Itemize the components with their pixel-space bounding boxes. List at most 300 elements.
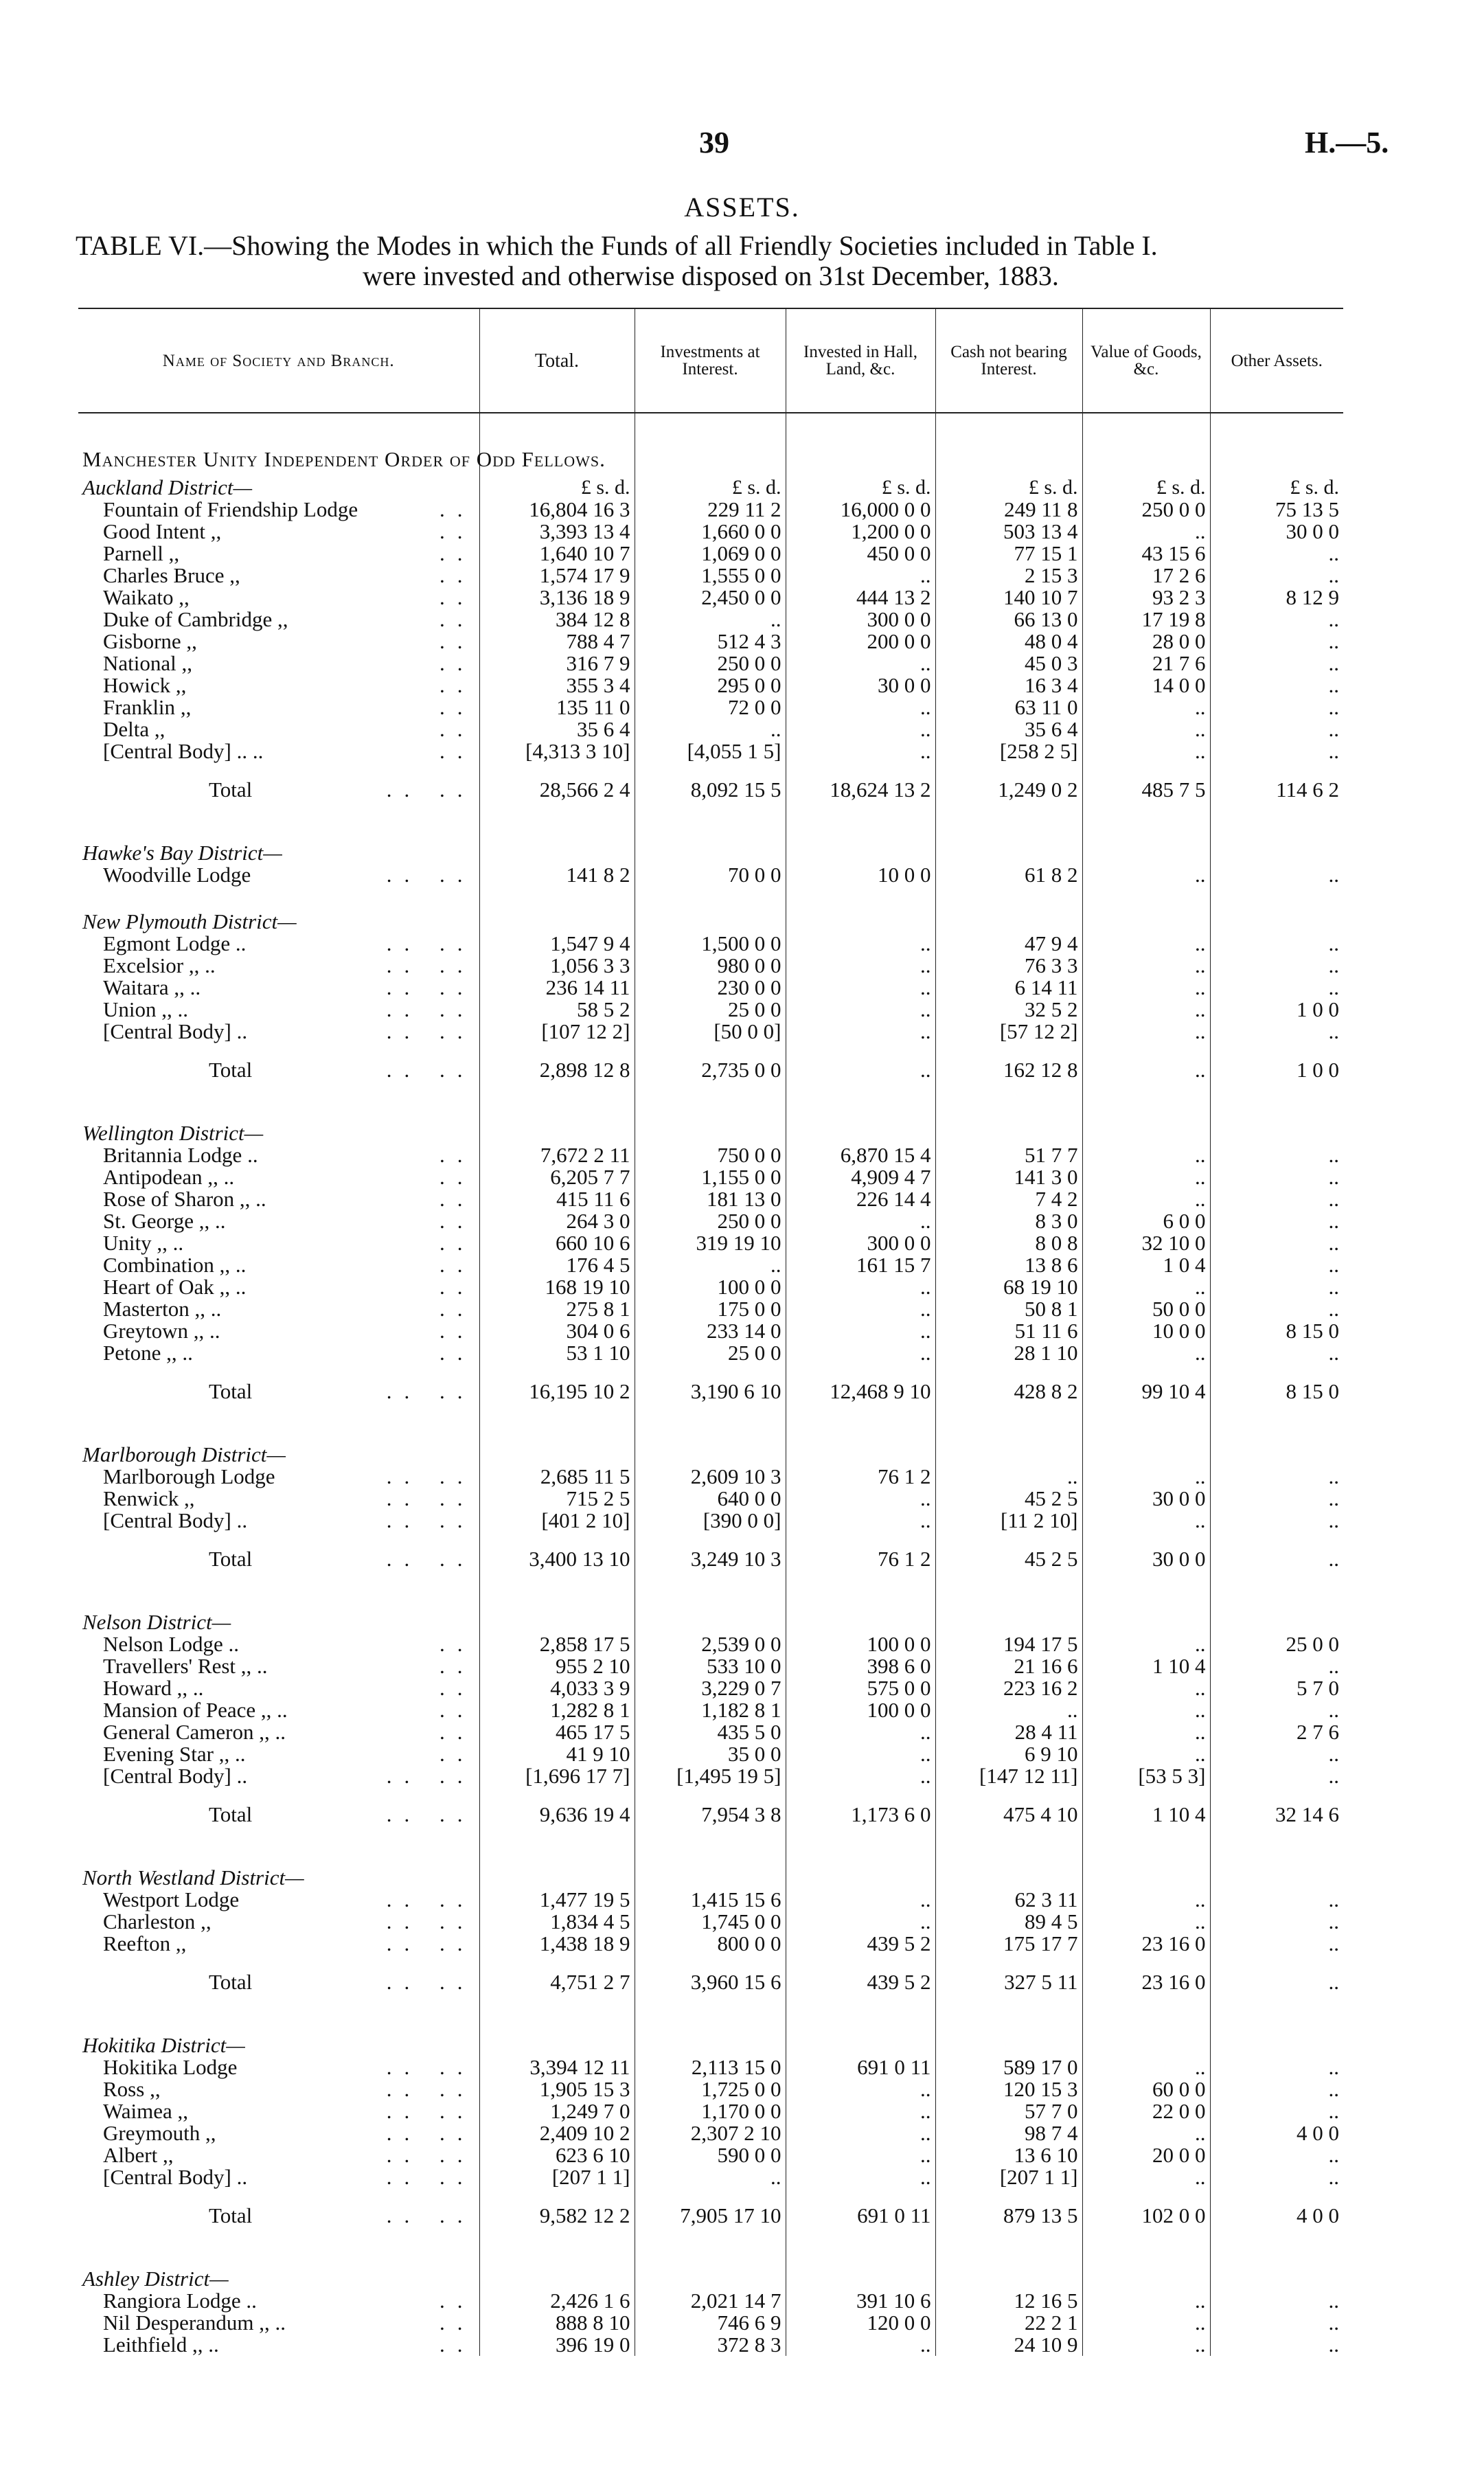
table-row — [78, 718, 1343, 740]
amount-cell: 4,909 4 7 — [786, 1166, 935, 1188]
amount-cell: .. — [1210, 1342, 1343, 1364]
amount-cell: .. — [1210, 543, 1343, 565]
amount-cell: 3,393 13 4 — [479, 521, 635, 543]
amount-cell: 623 6 10 — [479, 2144, 635, 2166]
empty-cell — [935, 817, 1082, 864]
total-amount: 439 5 2 — [786, 1955, 935, 2010]
leader-dots: .. — [440, 1654, 475, 1678]
empty-cell — [786, 2010, 935, 2056]
empty-cell — [1210, 2243, 1343, 2290]
amount-cell: 7 4 2 — [935, 1188, 1082, 1210]
empty-cell — [786, 886, 935, 933]
lodge-name-cell — [78, 543, 479, 565]
amount-cell: 48 0 4 — [935, 631, 1082, 652]
amount-cell: .. — [1210, 1232, 1343, 1254]
amount-cell: 1 10 4 — [1082, 1655, 1210, 1677]
total-amount: 8,092 15 5 — [635, 762, 786, 817]
leader-dots: .. .. — [386, 1931, 475, 1955]
lodge-name-cell — [78, 2122, 479, 2144]
amount-cell: .. — [1210, 1188, 1343, 1210]
total-amount: .. — [1082, 1043, 1210, 1098]
amount-cell: [1,696 17 7] — [479, 1765, 635, 1787]
leader-dots: .. .. — [386, 1547, 475, 1571]
currency-units: £ s. d. — [1082, 470, 1210, 499]
amount-cell: 53 1 10 — [479, 1342, 635, 1364]
amount-cell: 3,394 12 11 — [479, 2056, 635, 2078]
amount-cell: .. — [1210, 674, 1343, 696]
leader-dots: .. .. — [386, 975, 475, 999]
district-total-row — [78, 1955, 1343, 2010]
amount-cell: 8 15 0 — [1210, 1320, 1343, 1342]
leader-dots: .. — [440, 1319, 475, 1343]
table-row — [78, 1488, 1343, 1510]
ditto-mark: ,, .. — [198, 1209, 226, 1233]
lodge-name: Waimea — [103, 2099, 172, 2123]
table-row — [78, 1765, 1343, 1787]
district-name: Wellington District— — [82, 1121, 264, 1145]
amount-cell: 25 0 0 — [635, 1342, 786, 1364]
amount-cell: 275 8 1 — [479, 1298, 635, 1320]
amount-cell: 63 11 0 — [935, 696, 1082, 718]
empty-cell — [935, 1098, 1082, 1144]
document-reference: H.—5. — [1305, 126, 1389, 159]
lodge-name-cell — [78, 1677, 479, 1699]
lodge-name-cell — [78, 631, 479, 652]
amount-cell: 6 0 0 — [1082, 1210, 1210, 1232]
lodge-name: Leithfield — [103, 2333, 187, 2357]
lodge-name: [Central Body] .. — [103, 1019, 248, 1043]
table-row — [78, 740, 1343, 762]
total-amount: 1,173 6 0 — [786, 1787, 935, 1842]
total-amount: 12,468 9 10 — [786, 1364, 935, 1419]
amount-cell: 58 5 2 — [479, 999, 635, 1021]
lodge-name: Petone — [103, 1341, 161, 1365]
total-amount: 32 14 6 — [1210, 1787, 1343, 1842]
total-amount: 9,582 12 2 — [479, 2188, 635, 2243]
amount-cell: .. — [1210, 2166, 1343, 2188]
total-label: Total — [209, 1547, 253, 1571]
amount-cell: 236 14 11 — [479, 977, 635, 999]
lodge-name-cell — [78, 933, 479, 955]
ditto-mark: ,, .. — [219, 1253, 247, 1277]
leader-dots: .. .. — [386, 2203, 475, 2227]
district-name: Marlborough District— — [82, 1442, 286, 1466]
leader-dots: .. .. — [386, 1019, 475, 1043]
amount-cell: 1,547 9 4 — [479, 933, 635, 955]
lodge-name-cell — [78, 1889, 479, 1911]
amount-cell: .. — [1082, 1466, 1210, 1488]
empty-cell — [479, 1842, 635, 1889]
leader-dots: .. — [440, 2311, 475, 2335]
lodge-name-cell — [78, 1933, 479, 1955]
currency-units: £ s. d. — [635, 470, 786, 499]
amount-cell: 465 17 5 — [479, 1721, 635, 1743]
lodge-name-cell — [78, 999, 479, 1021]
amount-cell: .. — [1210, 2290, 1343, 2312]
table-row — [78, 1889, 1343, 1911]
leader-dots: .. .. — [386, 778, 475, 802]
ditto-mark: ,, .. — [260, 1698, 288, 1722]
ditto-mark: ,, .. — [188, 953, 216, 977]
column-header-hall-land: Invested in Hall, Land, &c. — [786, 308, 935, 413]
ditto-mark: ,, — [210, 519, 222, 543]
district-heading-row — [78, 1842, 1343, 1889]
ditto-mark: ,, — [175, 673, 187, 697]
amount-cell: 2,021 14 7 — [635, 2290, 786, 2312]
currency-units: £ s. d. — [479, 470, 635, 499]
lodge-name-cell — [78, 1320, 479, 1342]
amount-cell: [401 2 10] — [479, 1510, 635, 1532]
amount-cell: [50 0 0] — [635, 1021, 786, 1043]
total-amount: 3,960 15 6 — [635, 1955, 786, 2010]
empty-cell — [635, 1587, 786, 1633]
leader-dots: .. — [440, 673, 475, 697]
table-row — [78, 1677, 1343, 1699]
amount-cell: 17 19 8 — [1082, 609, 1210, 631]
lodge-name: Ross — [103, 2077, 145, 2101]
ditto-mark: .. — [247, 1143, 258, 1167]
lodge-name: Duke of Cambridge — [103, 607, 273, 631]
total-amount: 2,898 12 8 — [479, 1043, 635, 1098]
lodge-name: Delta — [103, 717, 150, 741]
empty-cell — [635, 886, 786, 933]
amount-cell: 1 0 4 — [1082, 1254, 1210, 1276]
amount-cell: 2,450 0 0 — [635, 587, 786, 609]
caption-line-1: TABLE VI.—Showing the Modes in which the Funds of all Friendly Societies included in Table I. — [76, 230, 1158, 261]
amount-cell: .. — [1082, 1677, 1210, 1699]
empty-cell — [1210, 1842, 1343, 1889]
total-amount: 475 4 10 — [935, 1787, 1082, 1842]
amount-cell: 28 0 0 — [1082, 631, 1210, 652]
amount-cell: 372 8 3 — [635, 2334, 786, 2356]
column-header-cash: Cash not bearing Interest. — [935, 308, 1082, 413]
lodge-name: Travellers' Rest — [103, 1654, 236, 1678]
total-amount: 45 2 5 — [935, 1532, 1082, 1587]
leader-dots: .. — [440, 497, 475, 521]
table-row — [78, 696, 1343, 718]
lodge-name: Heart of Oak — [103, 1275, 214, 1299]
leader-dots: .. — [440, 739, 475, 763]
district-total-row — [78, 1532, 1343, 1587]
amount-cell: 6 14 11 — [935, 977, 1082, 999]
lodge-name: Antipodean — [103, 1165, 203, 1189]
lodge-name-cell — [78, 2334, 479, 2356]
amount-cell: 980 0 0 — [635, 955, 786, 977]
total-amount: 485 7 5 — [1082, 762, 1210, 817]
lodge-name-cell — [78, 1633, 479, 1655]
amount-cell: .. — [1210, 1889, 1343, 1911]
leader-dots: .. — [440, 1231, 475, 1255]
amount-cell: 2,539 0 0 — [635, 1633, 786, 1655]
table-row — [78, 1276, 1343, 1298]
amount-cell: 590 0 0 — [635, 2144, 786, 2166]
empty-cell — [935, 2243, 1082, 2290]
amount-cell: 28 1 10 — [935, 1342, 1082, 1364]
leader-dots: .. .. — [386, 1486, 475, 1510]
amount-cell: .. — [1210, 2312, 1343, 2334]
total-label-cell — [78, 1787, 479, 1842]
lodge-name-cell — [78, 1510, 479, 1532]
amount-cell: .. — [786, 1743, 935, 1765]
table-row — [78, 1188, 1343, 1210]
currency-units: £ s. d. — [1210, 470, 1343, 499]
table-row — [78, 977, 1343, 999]
district-heading-row — [78, 1419, 1343, 1466]
amount-cell: 888 8 10 — [479, 2312, 635, 2334]
amount-cell: .. — [786, 1298, 935, 1320]
amount-cell: .. — [1082, 740, 1210, 762]
amount-cell: .. — [1210, 2334, 1343, 2356]
leader-dots: .. .. — [386, 1802, 475, 1826]
lodge-name-cell — [78, 2166, 479, 2188]
lodge-name-cell — [78, 696, 479, 718]
lodge-name-cell — [78, 1743, 479, 1765]
empty-cell — [635, 2243, 786, 2290]
amount-cell: 168 19 10 — [479, 1276, 635, 1298]
total-label: Total — [209, 2203, 253, 2227]
amount-cell: .. — [786, 2334, 935, 2356]
amount-cell: [53 5 3] — [1082, 1765, 1210, 1787]
total-label-cell — [78, 762, 479, 817]
amount-cell: 22 2 1 — [935, 2312, 1082, 2334]
leader-dots: .. — [440, 1297, 475, 1321]
amount-cell: .. — [635, 2166, 786, 2188]
empty-cell — [1210, 413, 1343, 470]
amount-cell: .. — [1210, 2100, 1343, 2122]
total-amount: 28,566 2 4 — [479, 762, 635, 817]
total-amount: 30 0 0 — [1082, 1532, 1210, 1587]
leader-dots: .. — [440, 1275, 475, 1299]
amount-cell: .. — [1082, 2312, 1210, 2334]
amount-cell: 16 3 4 — [935, 674, 1082, 696]
ditto-mark: .. — [246, 2289, 257, 2313]
empty-cell — [1082, 817, 1210, 864]
amount-cell: 175 17 7 — [935, 1933, 1082, 1955]
empty-cell — [1082, 1587, 1210, 1633]
lodge-name-cell — [78, 718, 479, 740]
total-label-cell — [78, 1532, 479, 1587]
total-amount: 102 0 0 — [1082, 2188, 1210, 2243]
total-amount: .. — [1210, 1955, 1343, 2010]
total-amount: 7,905 17 10 — [635, 2188, 786, 2243]
currency-units: £ s. d. — [935, 470, 1082, 499]
total-label: Total — [209, 1379, 253, 1403]
leader-dots: .. .. — [386, 953, 475, 977]
total-label-cell — [78, 2188, 479, 2243]
lodge-name: Franklin — [103, 695, 176, 719]
ditto-mark: ,, — [168, 541, 180, 565]
amount-cell: 51 7 7 — [935, 1144, 1082, 1166]
ditto-mark: ,, .. — [194, 1297, 222, 1321]
leader-dots: .. .. — [386, 1058, 475, 1082]
leader-dots: .. .. — [386, 1764, 475, 1788]
amount-cell: 575 0 0 — [786, 1677, 935, 1699]
assets-table — [78, 308, 1343, 2356]
amount-cell: 24 10 9 — [935, 2334, 1082, 2356]
amount-cell: .. — [786, 718, 935, 740]
empty-cell — [935, 2010, 1082, 2056]
amount-cell: [11 2 10] — [935, 1510, 1082, 1532]
amount-cell: 30 0 0 — [1210, 521, 1343, 543]
amount-cell: 32 10 0 — [1082, 1232, 1210, 1254]
empty-cell — [1082, 413, 1210, 470]
amount-cell: .. — [1210, 565, 1343, 587]
lodge-name-cell — [78, 587, 479, 609]
amount-cell: .. — [1082, 2290, 1210, 2312]
lodge-name: Nil Desperandum — [103, 2311, 254, 2335]
empty-cell — [1210, 2010, 1343, 2056]
amount-cell: .. — [786, 696, 935, 718]
lodge-name: Fountain of Friendship Lodge — [103, 497, 358, 521]
lodge-name-cell — [78, 1655, 479, 1677]
lodge-name-cell — [78, 1699, 479, 1721]
table-row — [78, 2100, 1343, 2122]
lodge-name: Britannia Lodge — [103, 1143, 242, 1167]
district-total-row — [78, 1364, 1343, 1419]
leader-dots: .. — [440, 2289, 475, 2313]
amount-cell: 250 0 0 — [635, 652, 786, 674]
amount-cell: [147 12 11] — [935, 1765, 1082, 1787]
amount-cell: 8 12 9 — [1210, 587, 1343, 609]
empty-cell — [635, 1098, 786, 1144]
currency-units: £ s. d. — [786, 470, 935, 499]
amount-cell: 1,200 0 0 — [786, 521, 935, 543]
amount-cell: 61 8 2 — [935, 864, 1082, 886]
amount-cell: 51 11 6 — [935, 1320, 1082, 1342]
district-heading-row — [78, 817, 1343, 864]
district-heading-row — [78, 886, 1343, 933]
amount-cell: .. — [1082, 1342, 1210, 1364]
lodge-name-cell — [78, 2312, 479, 2334]
lodge-name-cell — [78, 1166, 479, 1188]
lodge-name: General Cameron — [103, 1720, 254, 1744]
amount-cell: 355 3 4 — [479, 674, 635, 696]
ditto-mark: .. — [228, 1632, 240, 1656]
amount-cell: 70 0 0 — [635, 864, 786, 886]
leader-dots: .. — [440, 1698, 475, 1722]
district-name: Nelson District— — [82, 1610, 231, 1634]
amount-cell: .. — [1210, 2144, 1343, 2166]
amount-cell: 589 17 0 — [935, 2056, 1082, 2078]
total-amount: .. — [1210, 1532, 1343, 1587]
ditto-mark: ,, .. — [176, 1676, 204, 1700]
amount-cell: .. — [635, 1254, 786, 1276]
amount-cell: 2,409 10 2 — [479, 2122, 635, 2144]
lodge-name: Combination — [103, 1253, 214, 1277]
empty-cell — [635, 817, 786, 864]
lodge-name: Marlborough Lodge — [103, 1464, 275, 1488]
leader-dots: .. — [440, 1341, 475, 1365]
total-amount: 162 12 8 — [935, 1043, 1082, 1098]
lodge-name-cell — [78, 2056, 479, 2078]
lodge-name: Greytown — [103, 1319, 188, 1343]
leader-dots: .. .. — [386, 1464, 475, 1488]
table-row — [78, 1911, 1343, 1933]
total-amount: .. — [786, 1043, 935, 1098]
amount-cell: 295 0 0 — [635, 674, 786, 696]
amount-cell: [107 12 2] — [479, 1021, 635, 1043]
amount-cell: 25 0 0 — [635, 999, 786, 1021]
table-row — [78, 674, 1343, 696]
amount-cell: .. — [1210, 1210, 1343, 1232]
leader-dots: .. .. — [386, 2077, 475, 2101]
lodge-name: Charles Bruce — [103, 563, 225, 587]
column-header-investments: Investments at Interest. — [635, 308, 786, 413]
amount-cell: 6 9 10 — [935, 1743, 1082, 1765]
empty-cell — [786, 1419, 935, 1466]
amount-cell: 233 14 0 — [635, 1320, 786, 1342]
amount-cell: 3,136 18 9 — [479, 587, 635, 609]
ditto-mark: ,, .. — [193, 1319, 220, 1343]
amount-cell: .. — [1082, 1743, 1210, 1765]
amount-cell: 249 11 8 — [935, 499, 1082, 521]
amount-cell: 4,033 3 9 — [479, 1677, 635, 1699]
amount-cell: .. — [1082, 864, 1210, 886]
amount-cell: 691 0 11 — [786, 2056, 935, 2078]
table-row — [78, 1743, 1343, 1765]
leader-dots: .. — [440, 607, 475, 631]
amount-cell: 1,170 0 0 — [635, 2100, 786, 2122]
lodge-name: Waitara — [103, 975, 169, 999]
ditto-mark: ,, .. — [174, 975, 201, 999]
amount-cell: 75 13 5 — [1210, 499, 1343, 521]
empty-cell — [786, 1842, 935, 1889]
amount-cell: .. — [1210, 1144, 1343, 1166]
table-row — [78, 1655, 1343, 1677]
empty-cell — [479, 1587, 635, 1633]
amount-cell: .. — [1210, 977, 1343, 999]
amount-cell: .. — [1210, 2056, 1343, 2078]
table-row — [78, 2078, 1343, 2100]
amount-cell: 788 4 7 — [479, 631, 635, 652]
empty-cell — [1082, 2243, 1210, 2290]
district-total-row — [78, 762, 1343, 817]
lodge-name-cell — [78, 1488, 479, 1510]
amount-cell: 45 2 5 — [935, 1488, 1082, 1510]
amount-cell: 444 13 2 — [786, 587, 935, 609]
total-label: Total — [209, 1970, 253, 1994]
amount-cell: 1,182 8 1 — [635, 1699, 786, 1721]
table-row — [78, 565, 1343, 587]
total-amount: 691 0 11 — [786, 2188, 935, 2243]
empty-cell — [1210, 1587, 1343, 1633]
leader-dots: .. — [440, 519, 475, 543]
amount-cell: 1,574 17 9 — [479, 565, 635, 587]
amount-cell: 300 0 0 — [786, 1232, 935, 1254]
amount-cell: .. — [1082, 977, 1210, 999]
leader-dots: .. .. — [386, 1909, 475, 1933]
amount-cell: [4,055 1 5] — [635, 740, 786, 762]
ditto-mark: ,, .. — [259, 1720, 286, 1744]
lodge-name-cell — [78, 2078, 479, 2100]
lodge-name: Howard — [103, 1676, 172, 1700]
lodge-name: Excelsior — [103, 953, 184, 977]
table-row — [78, 499, 1343, 521]
lodge-name-cell — [78, 1911, 479, 1933]
amount-cell: .. — [1082, 2334, 1210, 2356]
leader-dots: .. .. — [386, 1508, 475, 1532]
amount-cell: [57 12 2] — [935, 1021, 1082, 1043]
table-row — [78, 521, 1343, 543]
amount-cell: 1,155 0 0 — [635, 1166, 786, 1188]
amount-cell: 21 7 6 — [1082, 652, 1210, 674]
leader-dots: .. .. — [386, 997, 475, 1021]
amount-cell: 32 5 2 — [935, 999, 1082, 1021]
ditto-mark: ,, .. — [219, 1275, 247, 1299]
amount-cell: .. — [1082, 718, 1210, 740]
amount-cell: 13 6 10 — [935, 2144, 1082, 2166]
amount-cell: 135 11 0 — [479, 696, 635, 718]
